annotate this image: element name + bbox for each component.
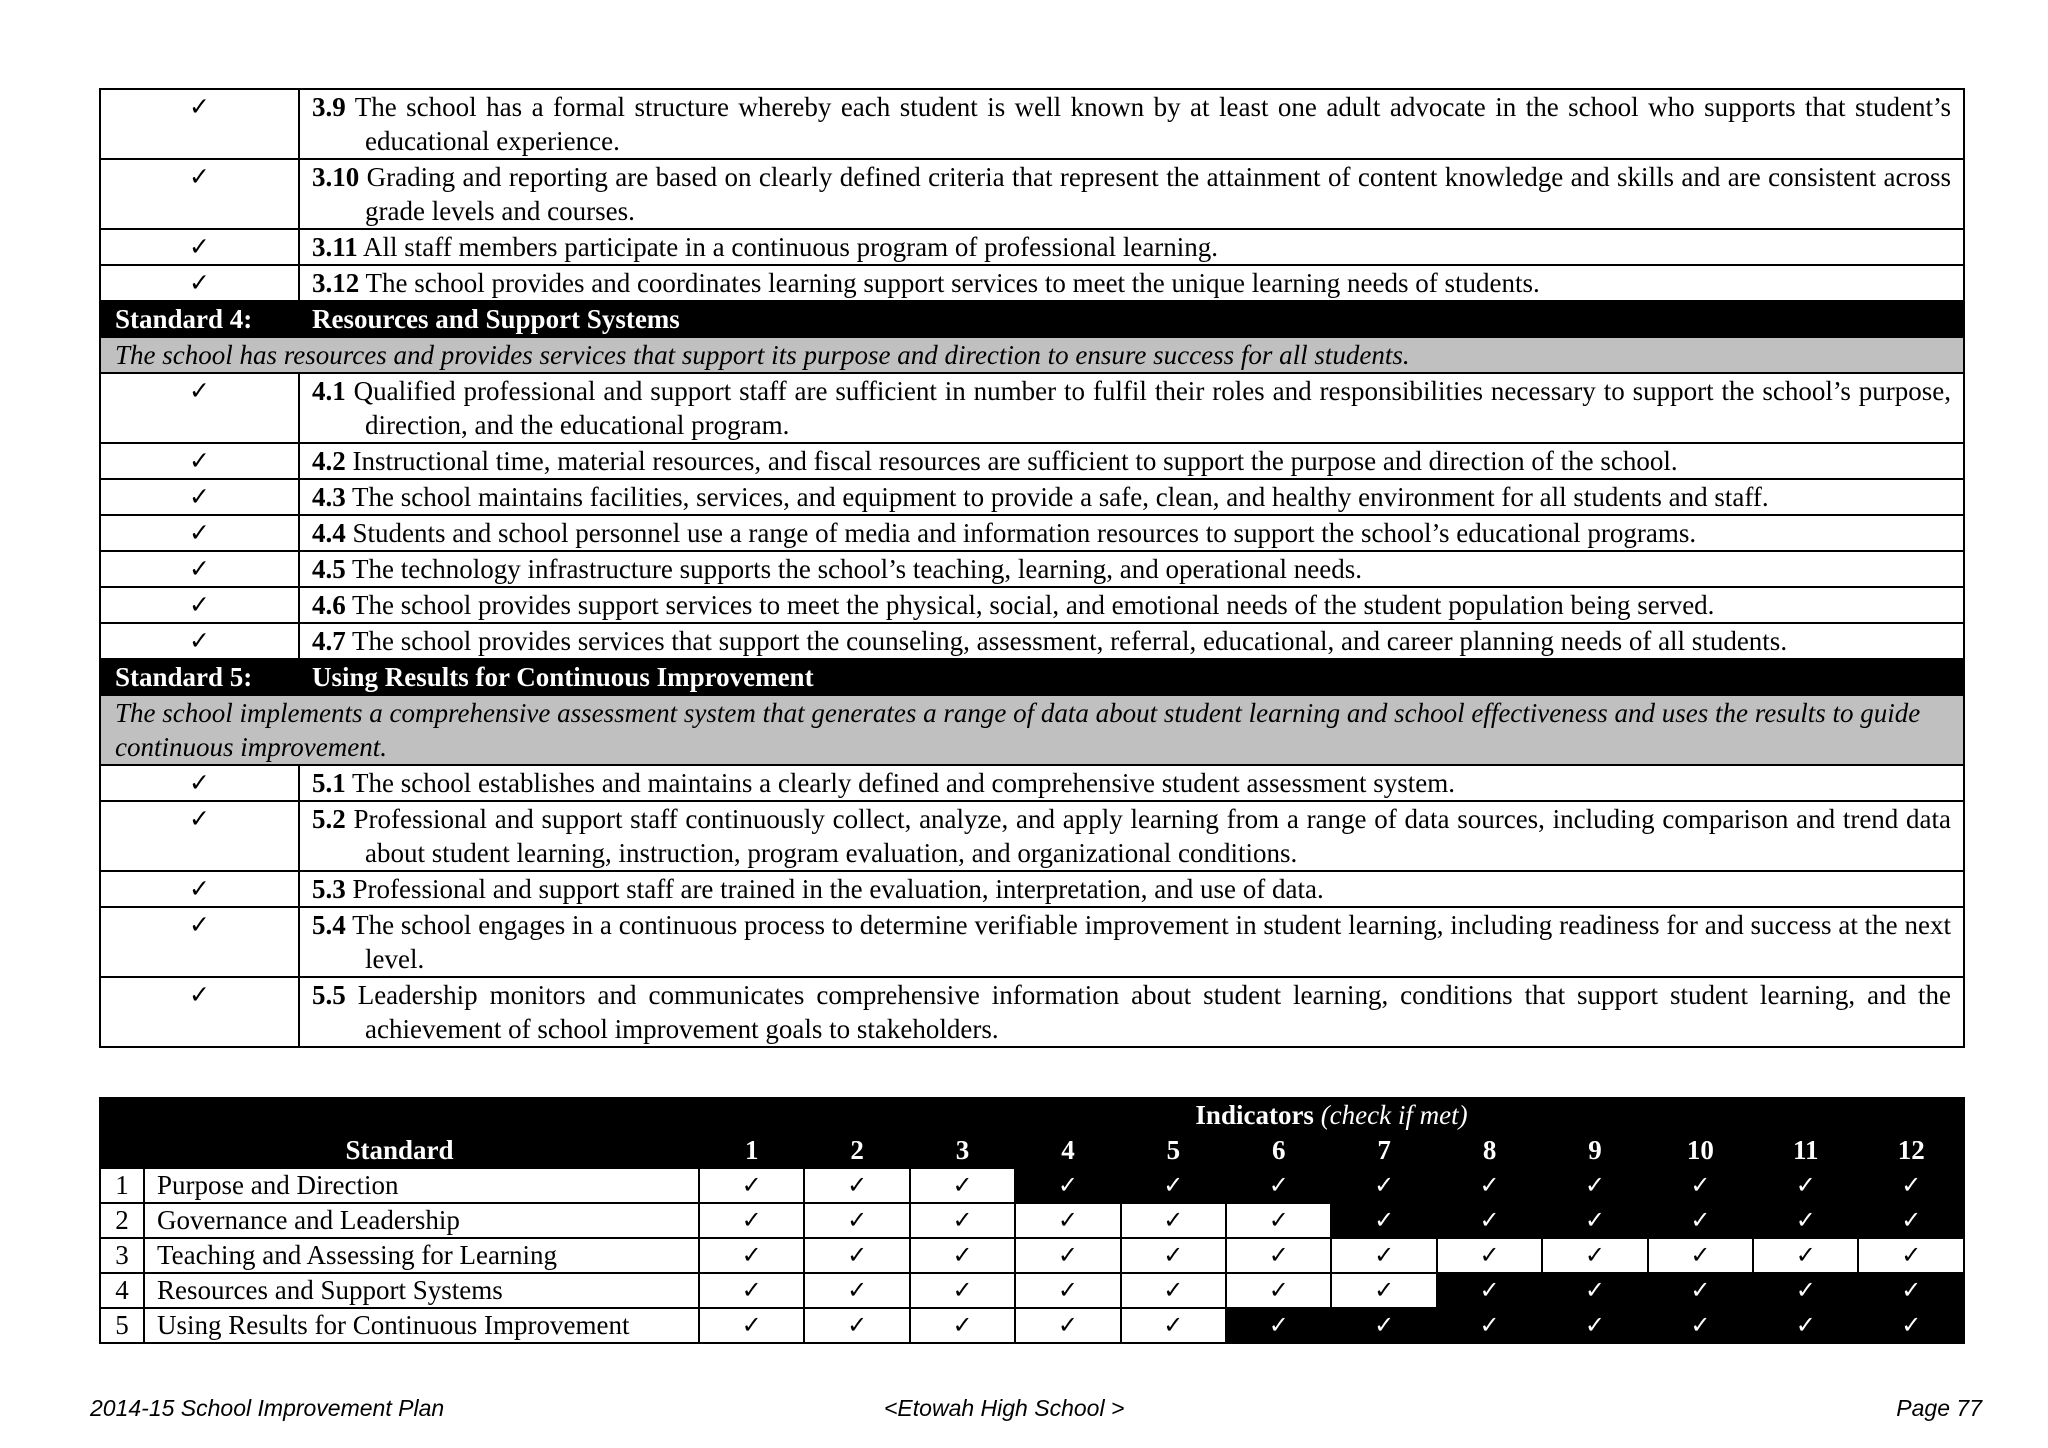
indicator-number: 4.5: [312, 554, 346, 584]
indicator-cell: [299, 801, 1964, 871]
indicator-number-header: 5: [1121, 1133, 1226, 1168]
indicator-text-wrap: [312, 872, 1951, 906]
footer-page-number: Page 77: [1896, 1395, 1982, 1421]
indicator-text-wrap: [312, 588, 1951, 622]
indicator-text: Instructional time, material resources, and fiscal resources are sufficient to support the purpose and direction of the school.: [352, 446, 1678, 476]
check-icon: ✓: [699, 1203, 804, 1238]
check-icon: ✓: [100, 515, 299, 551]
summary-row: [100, 1308, 1964, 1343]
indicators-label: Indicators: [1195, 1100, 1314, 1130]
summary-row: [100, 1238, 1964, 1273]
standards-indicator-table: [99, 88, 1965, 1048]
indicator-number-header: 11: [1753, 1133, 1858, 1168]
indicator-cell: [299, 373, 1964, 443]
check-icon: ✓: [1331, 1273, 1436, 1308]
check-icon: ✓: [100, 587, 299, 623]
check-icon: ✓: [804, 1238, 909, 1273]
indicator-text-wrap: [312, 374, 1951, 442]
summary-row: [100, 1203, 1964, 1238]
indicator-row: [100, 871, 1964, 907]
standard5-title: Using Results for Continuous Improvement: [299, 659, 1964, 695]
check-icon: ✓: [804, 1273, 909, 1308]
check-icon: ✓: [699, 1238, 804, 1273]
indicator-number: 3.10: [312, 162, 360, 192]
check-icon: ✓: [1542, 1273, 1647, 1308]
indicator-number: 3.11: [312, 232, 358, 262]
check-icon: ✓: [100, 443, 299, 479]
check-icon: ✓: [1648, 1238, 1753, 1273]
indicator-number-header: 12: [1858, 1133, 1964, 1168]
indicator-text: Professional and support staff are trained in the evaluation, interpretation, and use of data.: [352, 874, 1324, 904]
check-icon: ✓: [1121, 1273, 1226, 1308]
indicator-number-header: 4: [1015, 1133, 1120, 1168]
check-icon: ✓: [100, 977, 299, 1047]
summary-standard-name: Governance and Leadership: [144, 1203, 699, 1238]
indicator-number-header: 8: [1437, 1133, 1542, 1168]
check-icon: ✓: [1437, 1203, 1542, 1238]
check-icon: ✓: [1858, 1273, 1964, 1308]
check-icon: ✓: [1226, 1203, 1331, 1238]
check-icon: ✓: [1753, 1168, 1858, 1203]
check-icon: ✓: [100, 265, 299, 301]
summary-standard-name: Teaching and Assessing for Learning: [144, 1238, 699, 1273]
indicator-cell: [299, 587, 1964, 623]
indicator-text-wrap: [312, 908, 1951, 976]
indicator-number: 4.2: [312, 446, 346, 476]
summary-standard-name: Using Results for Continuous Improvement: [144, 1308, 699, 1343]
indicator-text: Qualified professional and support staff are sufficient in number to fulfil their roles and responsibilities necessary to support the school’s purpose, direction, and the educational program.: [353, 376, 1952, 440]
standard4-header-row: [100, 301, 1964, 337]
indicator-row: [100, 907, 1964, 977]
standard4-description-row: [100, 337, 1964, 373]
check-icon: ✓: [1226, 1168, 1331, 1203]
check-icon: ✓: [910, 1308, 1015, 1343]
indicator-cell: [299, 159, 1964, 229]
indicator-text-wrap: [312, 624, 1951, 658]
standards-indicator-body: [100, 89, 1964, 1047]
indicator-row: [100, 229, 1964, 265]
indicator-row: [100, 265, 1964, 301]
indicator-row: [100, 479, 1964, 515]
check-icon: ✓: [100, 907, 299, 977]
check-icon: ✓: [1015, 1308, 1120, 1343]
indicator-row: [100, 159, 1964, 229]
indicator-summary-table: [99, 1097, 1965, 1344]
indicators-note: (check if met): [1320, 1100, 1468, 1130]
indicator-text-wrap: [312, 266, 1951, 300]
indicator-number: 5.1: [312, 768, 346, 798]
check-icon: ✓: [1015, 1168, 1120, 1203]
indicator-row: [100, 801, 1964, 871]
check-icon: ✓: [910, 1238, 1015, 1273]
check-icon: ✓: [1121, 1308, 1226, 1343]
indicator-number: 4.1: [312, 376, 346, 406]
indicator-number: 3.12: [312, 268, 360, 298]
indicator-row: [100, 587, 1964, 623]
check-icon: ✓: [1542, 1203, 1647, 1238]
standard5-label: Standard 5:: [100, 659, 299, 695]
indicator-number-header: 6: [1226, 1133, 1331, 1168]
check-icon: ✓: [1753, 1203, 1858, 1238]
check-icon: ✓: [804, 1168, 909, 1203]
standard4-description: The school has resources and provides services that support its purpose and direction to ensure success for all students.: [100, 337, 1964, 373]
indicator-row: [100, 765, 1964, 801]
check-icon: ✓: [1858, 1168, 1964, 1203]
check-icon: ✓: [1331, 1238, 1436, 1273]
indicator-text: The school engages in a continuous process to determine verifiable improvement in student learning, including readiness for and success at the next level.: [352, 910, 1951, 974]
check-icon: ✓: [1648, 1308, 1753, 1343]
indicator-text-wrap: [312, 978, 1951, 1046]
check-icon: ✓: [100, 229, 299, 265]
footer-plan-title: 2014-15 School Improvement Plan: [90, 1395, 445, 1421]
standard5-header-row: [100, 659, 1964, 695]
indicator-number-header: 2: [804, 1133, 909, 1168]
check-icon: ✓: [1226, 1273, 1331, 1308]
indicator-text: The school provides and coordinates learning support services to meet the unique learning needs of students.: [365, 268, 1540, 298]
check-icon: ✓: [1648, 1203, 1753, 1238]
indicator-number: 3.9: [312, 92, 346, 122]
indicator-number-header: 9: [1542, 1133, 1647, 1168]
indicator-cell: [299, 515, 1964, 551]
indicator-text-wrap: [312, 766, 1951, 800]
check-icon: ✓: [100, 871, 299, 907]
indicator-row: [100, 551, 1964, 587]
indicator-row: [100, 977, 1964, 1047]
indicator-cell: [299, 977, 1964, 1047]
indicator-cell: [299, 871, 1964, 907]
indicator-text-wrap: [312, 444, 1951, 478]
indicator-cell: [299, 89, 1964, 159]
summary-standard-name: Resources and Support Systems: [144, 1273, 699, 1308]
check-icon: ✓: [1753, 1238, 1858, 1273]
indicator-text-wrap: [312, 230, 1951, 264]
indicator-text-wrap: [312, 552, 1951, 586]
check-icon: ✓: [1753, 1308, 1858, 1343]
indicator-cell: [299, 443, 1964, 479]
indicator-number: 5.4: [312, 910, 346, 940]
indicator-cell: [299, 765, 1964, 801]
check-icon: ✓: [699, 1308, 804, 1343]
indicator-text-wrap: [312, 90, 1951, 158]
indicator-text: Leadership monitors and communicates comprehensive information about student learning, conditions that support student learning, and the achievement of school improvement goals to stakeholders.: [357, 980, 1952, 1044]
summary-standard-header: Standard: [100, 1098, 699, 1168]
check-icon: ✓: [699, 1168, 804, 1203]
indicator-text-wrap: [312, 480, 1951, 514]
check-icon: ✓: [100, 551, 299, 587]
check-icon: ✓: [804, 1308, 909, 1343]
check-icon: ✓: [1015, 1203, 1120, 1238]
summary-standard-number: 1: [100, 1168, 144, 1203]
indicator-number: 4.6: [312, 590, 346, 620]
indicator-text-wrap: [312, 516, 1951, 550]
indicator-number: 5.3: [312, 874, 346, 904]
indicator-cell: [299, 265, 1964, 301]
check-icon: ✓: [1753, 1273, 1858, 1308]
check-icon: ✓: [699, 1273, 804, 1308]
check-icon: ✓: [1542, 1168, 1647, 1203]
check-icon: ✓: [100, 623, 299, 659]
check-icon: ✓: [1331, 1308, 1436, 1343]
check-icon: ✓: [1121, 1203, 1226, 1238]
indicator-text: The technology infrastructure supports the school’s teaching, learning, and operational needs.: [352, 554, 1362, 584]
check-icon: ✓: [1542, 1308, 1647, 1343]
indicator-cell: [299, 623, 1964, 659]
indicator-number: 4.7: [312, 626, 346, 656]
summary-standard-number: 5: [100, 1308, 144, 1343]
standard5-description-row: [100, 695, 1964, 765]
check-icon: ✓: [1121, 1168, 1226, 1203]
summary-header: [100, 1098, 1964, 1168]
check-icon: ✓: [910, 1168, 1015, 1203]
check-icon: ✓: [1226, 1308, 1331, 1343]
indicator-text: All staff members participate in a continuous program of professional learning.: [363, 232, 1219, 262]
summary-standard-number: 3: [100, 1238, 144, 1273]
check-icon: ✓: [1542, 1238, 1647, 1273]
indicator-cell: [299, 229, 1964, 265]
indicator-row: [100, 89, 1964, 159]
indicator-text: Grading and reporting are based on clearly defined criteria that represent the attainment of content knowledge and skills and are consistent across grade levels and courses.: [365, 162, 1952, 226]
check-icon: ✓: [804, 1203, 909, 1238]
indicator-cell: [299, 907, 1964, 977]
summary-indicators-header: [699, 1098, 1964, 1133]
check-icon: ✓: [1015, 1273, 1120, 1308]
indicator-text-wrap: [312, 802, 1951, 870]
check-icon: ✓: [910, 1273, 1015, 1308]
check-icon: ✓: [1226, 1238, 1331, 1273]
check-icon: ✓: [1121, 1238, 1226, 1273]
summary-standard-number: 4: [100, 1273, 144, 1308]
indicator-number: 5.2: [312, 804, 346, 834]
check-icon: ✓: [1331, 1203, 1436, 1238]
indicator-number-header: 1: [699, 1133, 804, 1168]
indicator-row: [100, 373, 1964, 443]
standard4-label: Standard 4:: [100, 301, 299, 337]
check-icon: ✓: [1437, 1238, 1542, 1273]
indicator-text: The school provides services that support the counseling, assessment, referral, educational, and career planning needs of all students.: [352, 626, 1788, 656]
indicator-number-header: 10: [1648, 1133, 1753, 1168]
indicator-text: The school provides support services to meet the physical, social, and emotional needs of the student population being served.: [352, 590, 1715, 620]
check-icon: ✓: [1648, 1168, 1753, 1203]
indicator-text: Professional and support staff continuously collect, analyze, and apply learning from a range of data sources, including comparison and trend data about student learning, instruction, program evaluation, and organizational conditions.: [353, 804, 1952, 868]
indicator-text: The school has a formal structure whereby each student is well known by at least one adult advocate in the school who supports that student’s educational experience.: [354, 92, 1951, 156]
check-icon: ✓: [100, 373, 299, 443]
indicator-number: 4.3: [312, 482, 346, 512]
standard4-title: Resources and Support Systems: [299, 301, 1964, 337]
check-icon: ✓: [100, 801, 299, 871]
indicator-cell: [299, 551, 1964, 587]
summary-row: [100, 1273, 1964, 1308]
check-icon: ✓: [100, 159, 299, 229]
indicator-text: The school establishes and maintains a clearly defined and comprehensive student assessment system.: [352, 768, 1455, 798]
check-icon: ✓: [1437, 1273, 1542, 1308]
indicator-cell: [299, 479, 1964, 515]
standard5-description: The school implements a comprehensive assessment system that generates a range of data about student learning and school effectiveness and uses the results to guide continuous improvement.: [100, 695, 1964, 765]
indicator-text-wrap: [312, 160, 1951, 228]
check-icon: ✓: [1858, 1308, 1964, 1343]
check-icon: ✓: [1858, 1238, 1964, 1273]
indicator-number: 5.5: [312, 980, 346, 1010]
footer-school-name: <Etowah High School >: [884, 1395, 1125, 1421]
indicator-number-header: 7: [1331, 1133, 1436, 1168]
indicator-number-header: 3: [910, 1133, 1015, 1168]
check-icon: ✓: [910, 1203, 1015, 1238]
summary-standard-name: Purpose and Direction: [144, 1168, 699, 1203]
check-icon: ✓: [100, 765, 299, 801]
check-icon: ✓: [1437, 1308, 1542, 1343]
check-icon: ✓: [100, 89, 299, 159]
indicator-row: [100, 515, 1964, 551]
indicator-text: Students and school personnel use a range of media and information resources to support the school’s educational programs.: [352, 518, 1697, 548]
indicator-number: 4.4: [312, 518, 346, 548]
indicator-row: [100, 623, 1964, 659]
summary-body: [100, 1168, 1964, 1343]
indicator-row: [100, 443, 1964, 479]
check-icon: ✓: [1858, 1203, 1964, 1238]
summary-standard-number: 2: [100, 1203, 144, 1238]
check-icon: ✓: [1015, 1238, 1120, 1273]
check-icon: ✓: [100, 479, 299, 515]
indicator-text: The school maintains facilities, services, and equipment to provide a safe, clean, and healthy environment for all students and staff.: [352, 482, 1769, 512]
check-icon: ✓: [1331, 1168, 1436, 1203]
check-icon: ✓: [1437, 1168, 1542, 1203]
summary-row: [100, 1168, 1964, 1203]
check-icon: ✓: [1648, 1273, 1753, 1308]
